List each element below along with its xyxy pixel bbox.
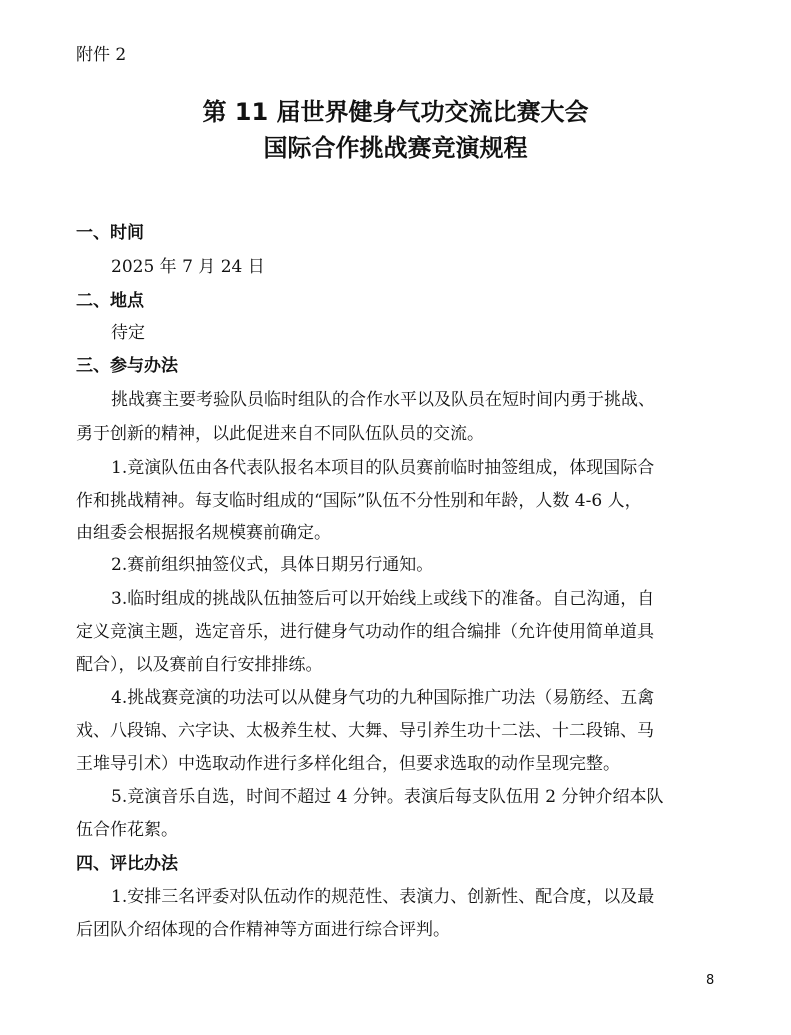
paragraph-line: 伍合作花絮。: [76, 820, 178, 840]
paragraph-line: 3.临时组成的挑战队伍抽签后可以开始线上或线下的准备。自己沟通，自: [111, 589, 655, 609]
paragraph-line: 1.竞演队伍由各代表队报名本项目的队员赛前临时抽签组成，体现国际合: [111, 458, 655, 478]
attachment-label: 附件 2: [76, 45, 127, 65]
document-title-line-1: 第 11 届世界健身气功交流比赛大会: [202, 98, 589, 126]
section-location-text: 待定: [111, 323, 145, 343]
section-time-text: 2025 年 7 月 24 日: [111, 257, 265, 277]
paragraph-line: 由组委会根据报名规模赛前确定。: [76, 523, 331, 543]
paragraph-line: 4.挑战赛竞演的功法可以从健身气功的九种国际推广功法（易筋经、五禽: [111, 688, 655, 708]
section-heading-time: 一、时间: [76, 223, 144, 243]
document-title-line-2: 国际合作挑战赛竞演规程: [263, 134, 528, 162]
paragraph-line: 2.赛前组织抽签仪式，具体日期另行通知。: [111, 555, 434, 575]
paragraph-line: 5.竞演音乐自选，时间不超过 4 分钟。表演后每支队伍用 2 分钟介绍本队: [111, 787, 664, 807]
section-heading-participation: 三、参与办法: [76, 356, 178, 376]
paragraph-line: 1.安排三名评委对队伍动作的规范性、表演力、创新性、配合度，以及最: [111, 887, 655, 907]
paragraph-line: 王堆导引术）中选取动作进行多样化组合，但要求选取的动作呈现完整。: [76, 754, 620, 774]
page-number: 8: [706, 973, 715, 988]
paragraph-line: 定义竞演主题，选定音乐，进行健身气功动作的组合编排（允许使用简单道具: [76, 622, 654, 642]
paragraph-line: 后团队介绍体现的合作精神等方面进行综合评判。: [76, 920, 450, 940]
section-heading-evaluation: 四、评比办法: [76, 854, 178, 874]
paragraph-line: 挑战赛主要考验队员临时组队的合作水平以及队员在短时间内勇于挑战、: [111, 390, 655, 410]
paragraph-line: 作和挑战精神。每支临时组成的“国际”队伍不分性别和年龄，人数 4-6 人，: [76, 491, 642, 511]
paragraph-line: 戏、八段锦、六字诀、太极养生杖、大舞、导引养生功十二法、十二段锦、马: [76, 721, 654, 741]
paragraph-line: 勇于创新的精神，以此促进来自不同队伍队员的交流。: [76, 424, 484, 444]
paragraph-line: 配合），以及赛前自行安排排练。: [76, 655, 323, 675]
section-heading-location: 二、地点: [76, 291, 144, 311]
